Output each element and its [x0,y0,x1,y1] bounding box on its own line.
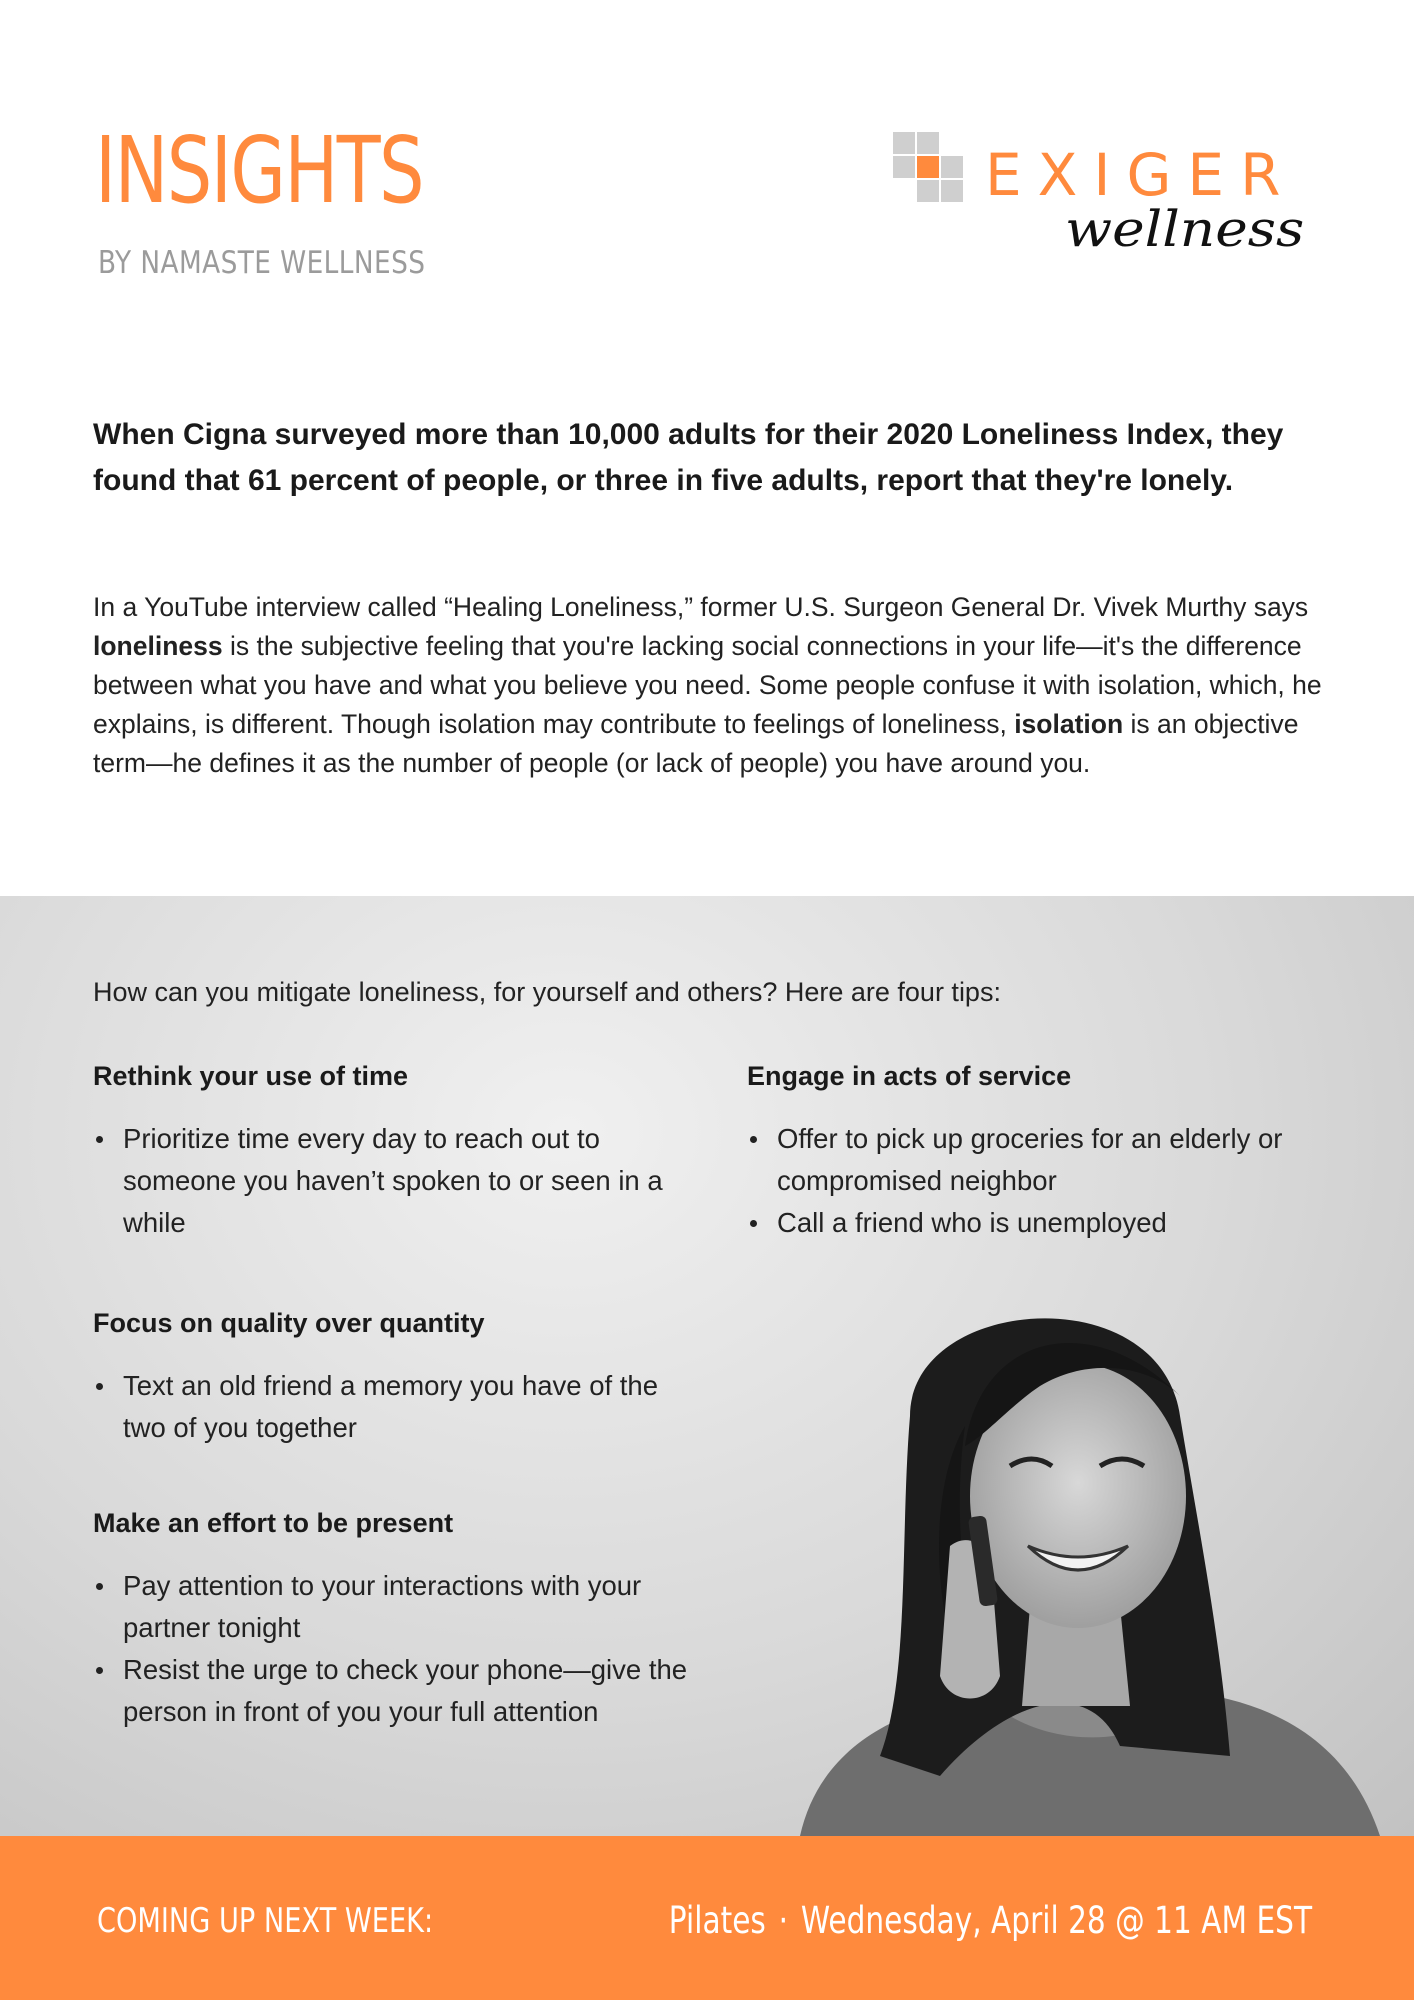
list-item: Offer to pick up groceries for an elderly or compromised neighbor [747,1118,1347,1202]
page-subtitle: BY NAMASTE WELLNESS [98,245,426,281]
tip-heading: Make an effort to be present [93,1508,454,1538]
exiger-wellness-logo [893,132,1323,262]
list-item: Resist the urge to check your phone—give the person in front of you your full attention [93,1649,693,1733]
list-item: Text an old friend a memory you have of the two of you together [93,1365,693,1449]
list-item: Prioritize time every day to reach out to someone you haven’t spoken to or seen in a while [93,1118,693,1244]
lead-paragraph: When Cigna surveyed more than 10,000 adults for their 2020 Loneliness Index, they found that 61 percent of people, or three in five adults, report that they're lonely. [93,418,1284,497]
separator-dot: · [778,1899,789,1942]
tip-heading: Rethink your use of time [93,1061,409,1091]
event-name: Pilates [668,1899,766,1942]
body-paragraph: In a YouTube interview called “Healing Loneliness,” former U.S. Surgeon General Dr. Vivek Murthy says loneliness is the subjective feeling that you're lacking social connections in your life—it's the difference between what you have and what you believe you need. Some people confuse it with isolation, which, he explains, is different. Though isolation may contribute to feelings of loneliness, isolation is an objective term—he defines it as the number of people (or lack of people) you have around you. [93,592,1322,778]
tip-heading: Engage in acts of service [747,1061,1072,1091]
footer-banner [0,1836,1414,2000]
woman-on-phone-photo [760,1276,1414,1836]
tips-section [0,896,1414,1836]
tip-quality-over-quantity [93,1307,693,1449]
logo-grid-icon [893,132,965,204]
event-time: Wednesday, April 28 @ 11 AM EST [800,1899,1312,1942]
tip-list [747,1118,1347,1244]
page-title: INSIGHTS [95,117,424,224]
list-item: Call a friend who is unemployed [747,1202,1347,1244]
footer-label: COMING UP NEXT WEEK: [97,1901,434,1941]
tip-list [93,1565,693,1733]
term-loneliness: loneliness [93,631,223,661]
tip-rethink-time [93,1060,693,1244]
logo-script: wellness [1065,200,1305,258]
list-item: Pay attention to your interactions with your partner tonight [93,1565,693,1649]
tips-intro: How can you mitigate loneliness, for yourself and others? Here are four tips: [93,977,1001,1007]
tip-list [93,1118,693,1244]
tip-be-present [93,1507,693,1733]
logo-wordmark: EXIGER [985,141,1297,209]
upcoming-event [668,1899,1312,1942]
term-isolation: isolation [1014,709,1124,739]
tip-acts-of-service [747,1060,1347,1244]
tip-heading: Focus on quality over quantity [93,1308,485,1338]
tip-list [93,1365,693,1449]
